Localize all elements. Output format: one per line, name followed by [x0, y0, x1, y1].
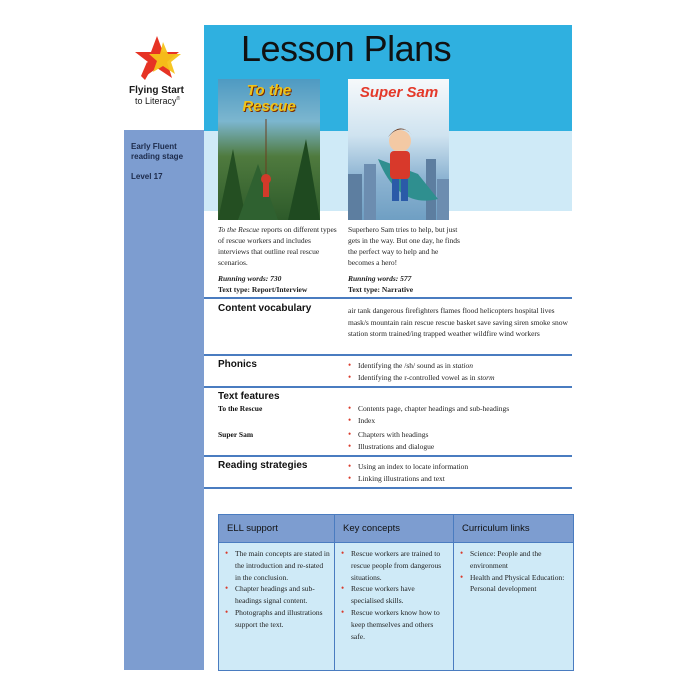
- bullet-icon: •: [460, 548, 464, 558]
- section-divider: [204, 487, 572, 489]
- phonics-list: [348, 360, 568, 384]
- text-features-list-super-sam: [348, 429, 568, 453]
- cover-title: Super Sam: [359, 84, 439, 101]
- text-features-book-title: Super Sam: [218, 430, 254, 439]
- list-item: • Photographs and illustrations support the text.: [225, 606, 323, 629]
- running-words: Running words: 577: [348, 274, 412, 283]
- bullet-icon: •: [348, 360, 352, 370]
- table-header-ell-support: ELL support: [219, 515, 335, 543]
- text-type: Text type: Narrative: [348, 285, 414, 294]
- text-type: Text type: Report/Interview: [218, 285, 308, 294]
- bullet-icon: •: [341, 583, 345, 594]
- section-divider: [204, 354, 572, 356]
- support-table: [218, 514, 574, 671]
- list-item: • Identifying the /sh/ sound as in station: [348, 360, 473, 370]
- bullet-icon: •: [348, 414, 352, 425]
- list-item: • Science: People and the environment: [460, 548, 542, 570]
- table-header-curriculum-links: Curriculum links: [454, 515, 573, 543]
- list-item: • Contents page, chapter headings and sub-headings: [348, 403, 510, 413]
- bullet-icon: •: [341, 606, 345, 617]
- list-item: • Health and Physical Education: Personal development: [460, 571, 565, 594]
- rescue-scene-illustration: [218, 79, 320, 220]
- book-blurb-super-sam: Superhero Sam tries to help, but just gets in the way. But one day, he finds the perfect way to help and he becomes a hero!: [348, 225, 460, 267]
- bullet-icon: •: [225, 548, 229, 558]
- section-divider: [204, 297, 572, 299]
- reading-strategies-list: [348, 461, 568, 485]
- sidebar-panel: [124, 130, 204, 670]
- bullet-icon: •: [348, 429, 352, 439]
- bullet-icon: •: [225, 606, 229, 617]
- curriculum-links-list: [460, 548, 569, 595]
- list-item: • Rescue workers know how to keep themselves and others safe.: [341, 606, 440, 641]
- table-cell-ell-support: [219, 543, 335, 670]
- key-concepts-list: [341, 548, 449, 642]
- text-features-book-title: To the Rescue: [218, 404, 263, 413]
- list-item: • Rescue workers have specialised skills.: [341, 583, 415, 606]
- phonics-heading: Phonics: [218, 359, 257, 370]
- reading-strategies-heading: Reading strategies: [218, 460, 308, 471]
- list-item: • Chapter headings and sub-headings signal content.: [225, 583, 315, 606]
- table-cell-curriculum-links: [454, 543, 573, 670]
- bullet-icon: •: [225, 583, 229, 594]
- list-item: • Using an index to locate information: [348, 461, 469, 471]
- book-blurb-to-the-rescue: To the Rescue reports on different types of rescue workers and includes interviews that outline real rescue scenarios.: [218, 225, 337, 267]
- content-vocabulary-words: air tank dangerous firefighters flames flood helicopters hospital lives mask/s mountain rain rescue rescue basket save saving siren smoke snow station storm trained/ing trapped weather wildfire wind workers: [348, 306, 568, 338]
- running-words: Running words: 730: [218, 274, 282, 283]
- ell-support-list: [225, 548, 330, 631]
- list-item: • Index: [348, 414, 376, 425]
- bullet-icon: •: [348, 472, 352, 483]
- list-item: • Illustrations and dialogue: [348, 440, 435, 451]
- text-features-heading: Text features: [218, 391, 280, 402]
- section-divider: [204, 455, 572, 457]
- book-cover-to-the-rescue: [218, 79, 320, 220]
- bullet-icon: •: [341, 548, 345, 558]
- logo-text-to-literacy: to Literacy®: [135, 96, 181, 106]
- bullet-icon: •: [348, 461, 352, 471]
- table-cell-key-concepts: [335, 543, 454, 670]
- list-item: • Rescue workers are trained to rescue people from dangerous situations.: [341, 548, 442, 582]
- list-item: • Linking illustrations and text: [348, 472, 445, 483]
- table-header-key-concepts: Key concepts: [335, 515, 454, 543]
- page-title: Lesson Plans: [241, 28, 452, 69]
- list-item: • Identifying the r-controlled vowel as in storm: [348, 371, 495, 382]
- list-item: • The main concepts are stated in the introduction and re-stated in the conclusion.: [225, 548, 330, 582]
- reading-stage-label: Early Fluent reading stage: [131, 142, 184, 161]
- cover-title: To the Rescue: [242, 82, 296, 115]
- level-label: Level 17: [131, 172, 163, 181]
- superhero-illustration: [348, 79, 449, 220]
- book-cover-super-sam: [348, 79, 449, 220]
- bullet-icon: •: [348, 440, 352, 451]
- bullet-icon: •: [348, 403, 352, 413]
- bullet-icon: •: [460, 571, 464, 582]
- list-item: • Chapters with headings: [348, 429, 429, 439]
- section-divider: [204, 386, 572, 388]
- bullet-icon: •: [348, 371, 352, 382]
- logo-text-flying-start: Flying Start: [129, 85, 185, 96]
- text-features-list-to-the-rescue: [348, 403, 568, 427]
- content-vocabulary-heading: Content vocabulary: [218, 303, 312, 314]
